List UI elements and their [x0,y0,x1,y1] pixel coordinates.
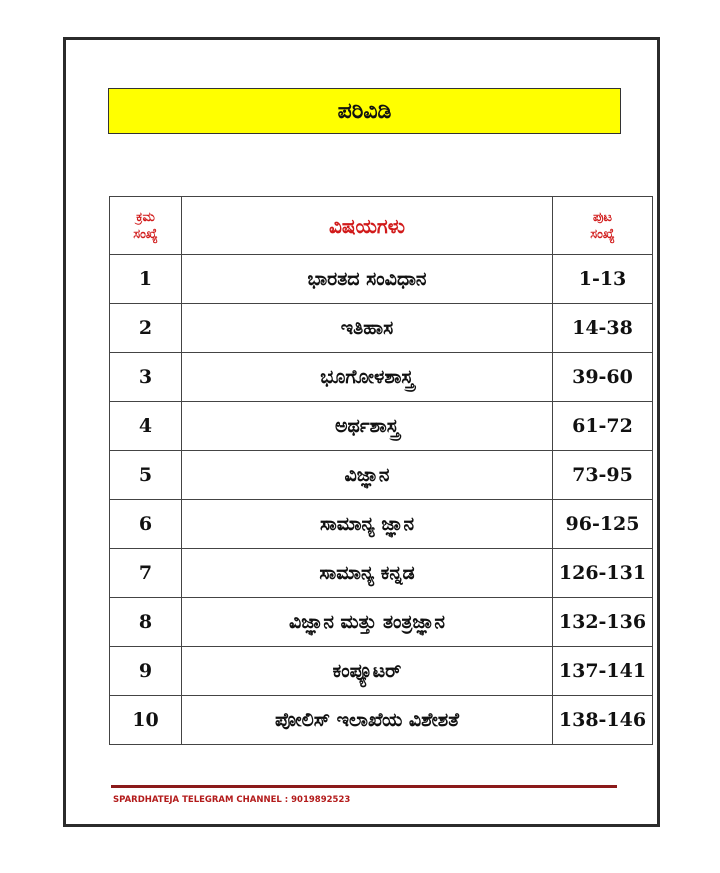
contents-table [109,196,653,745]
row-topic: ಅರ್ಥಶಾಸ್ತ್ರ [182,402,553,451]
table-row [110,304,653,353]
footer-channel-info: SPARDHATEJA TELEGRAM CHANNEL : 9019892523 [113,795,351,805]
table-row [110,402,653,451]
row-serial-number: 10 [110,696,182,745]
row-topic: ಭಾರತದ ಸಂವಿಧಾನ [182,255,553,304]
header-page-line1: ಪುಟ [592,209,613,225]
table-row [110,598,653,647]
table-row [110,647,653,696]
row-serial-number: 2 [110,304,182,353]
row-topic: ಕಂಪ್ಯೂಟರ್ [182,647,553,696]
header-topics-label: ವಿಷಯಗಳು [329,213,405,238]
row-topic: ಭೂಗೋಳಶಾಸ್ತ್ರ [182,353,553,402]
row-serial-number: 1 [110,255,182,304]
row-serial-number: 9 [110,647,182,696]
row-topic: ಸಾಮಾನ್ಯ ಕನ್ನಡ [182,549,553,598]
table-row [110,353,653,402]
row-topic: ಸಾಮಾನ್ಯ ಜ್ಞಾನ [182,500,553,549]
header-page-number [553,197,653,255]
row-serial-number: 7 [110,549,182,598]
table-row [110,549,653,598]
row-page-range: 61-72 [553,402,653,451]
header-topics [182,197,553,255]
header-serial-line1: ಕ್ರಮ [136,209,155,225]
row-serial-number: 6 [110,500,182,549]
table-row [110,500,653,549]
row-page-range: 1-13 [553,255,653,304]
table-row [110,255,653,304]
row-page-range: 39-60 [553,353,653,402]
title-banner [108,88,621,134]
row-page-range: 132-136 [553,598,653,647]
row-topic: ವಿಜ್ಞಾನ [182,451,553,500]
row-page-range: 73-95 [553,451,653,500]
table-row [110,696,653,745]
footer-divider [111,785,617,788]
row-topic: ಇತಿಹಾಸ [182,304,553,353]
header-serial-line2: ಸಂಖ್ಯೆ [133,226,158,242]
row-serial-number: 3 [110,353,182,402]
row-page-range: 137-141 [553,647,653,696]
table-row [110,451,653,500]
row-serial-number: 4 [110,402,182,451]
table-header-row [110,197,653,255]
row-page-range: 14-38 [553,304,653,353]
row-page-range: 96-125 [553,500,653,549]
row-page-range: 126-131 [553,549,653,598]
row-serial-number: 5 [110,451,182,500]
page-title: ಪರಿವಿಡಿ [337,98,392,124]
row-serial-number: 8 [110,598,182,647]
header-page-line2: ಸಂಖ್ಯೆ [590,226,615,242]
header-serial-number [110,197,182,255]
row-page-range: 138-146 [553,696,653,745]
row-topic: ವಿಜ್ಞಾನ ಮತ್ತು ತಂತ್ರಜ್ಞಾನ [182,598,553,647]
row-topic: ಪೋಲಿಸ್ ಇಲಾಖೆಯ ವಿಶೇಶತೆ [182,696,553,745]
